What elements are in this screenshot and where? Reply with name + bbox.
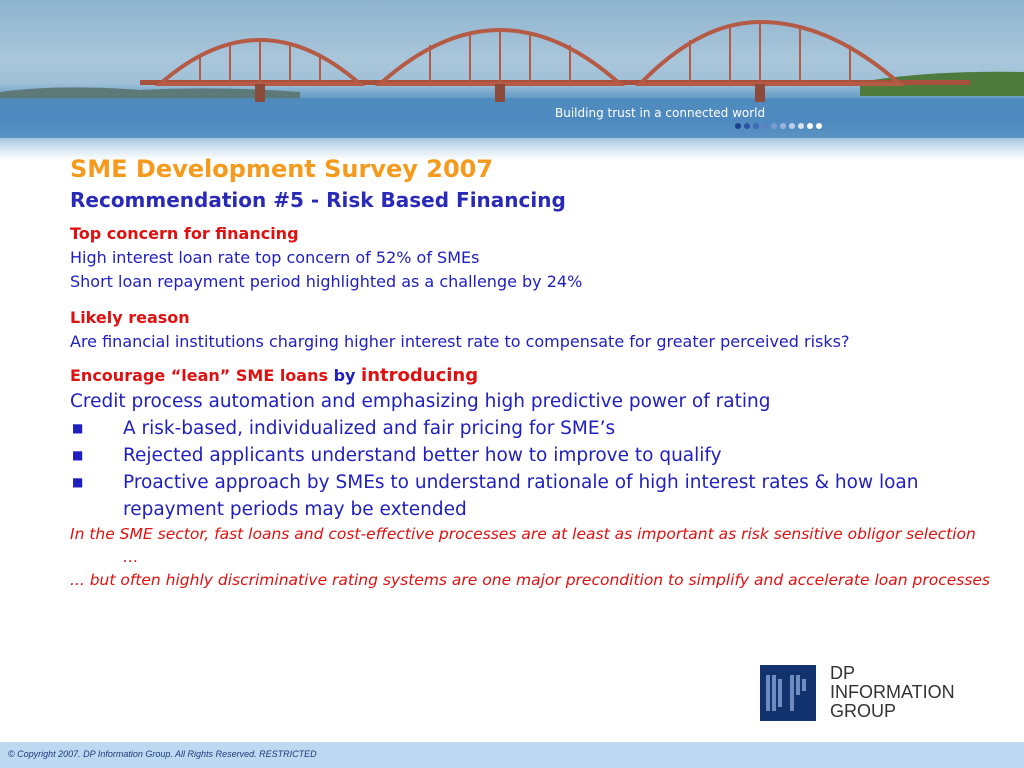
header-banner: [0, 0, 1024, 160]
slide-content: [70, 152, 990, 592]
section-heading-top-concern: Top concern for financing: [70, 224, 299, 243]
section-intro: Credit process automation and emphasizing high predictive power of rating: [70, 391, 771, 412]
section-text: Are financial institutions charging higher interest rate to compensate for greater perceived risks?: [70, 332, 850, 351]
section-line: Short loan repayment period highlighted as a challenge by 24%: [70, 272, 583, 291]
bullet-item: [70, 415, 990, 442]
bullet-text: Proactive approach by SMEs to understand rationale of high interest rates & how loan repayment periods may be extended: [123, 472, 919, 520]
dp-logo-mark: [760, 665, 816, 721]
note-text: In the SME sector, fast loans and cost-effective processes are at least as important as risk sensitive obligor selection …: [70, 525, 976, 566]
note-text: ... but often highly discriminative rating systems are one major precondition to simplify and accelerate loan processes: [70, 571, 991, 589]
logo-line: GROUP: [830, 701, 897, 721]
bullet-text: A risk-based, individualized and fair pricing for SME’s: [123, 418, 616, 439]
dp-logo-wordmark: [830, 664, 955, 721]
banner-tagline: Building trust in a connected world: [555, 106, 766, 120]
slide-title: SME Development Survey 2007: [70, 155, 494, 183]
logo-line: INFORMATION: [830, 682, 955, 702]
bullet-item: [70, 442, 990, 469]
bullet-square-icon: ■: [72, 421, 84, 435]
bullet-text: Rejected applicants understand better how to improve to qualify: [123, 445, 722, 466]
heading-part: Encourage “lean” SME loans: [70, 366, 334, 385]
banner-dots: [735, 123, 822, 129]
section-heading-likely-reason: Likely reason: [70, 308, 190, 327]
heading-part: introducing: [361, 365, 479, 386]
bullet-item: [70, 469, 990, 523]
slide-subtitle: Recommendation #5 - Risk Based Financing: [70, 188, 566, 212]
footer-bar: [0, 742, 1024, 768]
dp-logo-icon: [760, 665, 816, 721]
bridge-image: [0, 0, 1024, 160]
section-line: High interest loan rate top concern of 52% of SMEs: [70, 248, 480, 267]
dp-logo: [760, 664, 955, 721]
section-heading-encourage: [70, 364, 990, 388]
logo-line: DP: [830, 663, 856, 683]
bullet-square-icon: ■: [72, 448, 84, 462]
heading-part: by: [333, 366, 362, 385]
copyright-text: © Copyright 2007. DP Information Group. All Rights Reserved. RESTRICTED: [8, 749, 317, 759]
bullet-square-icon: ■: [72, 475, 84, 489]
